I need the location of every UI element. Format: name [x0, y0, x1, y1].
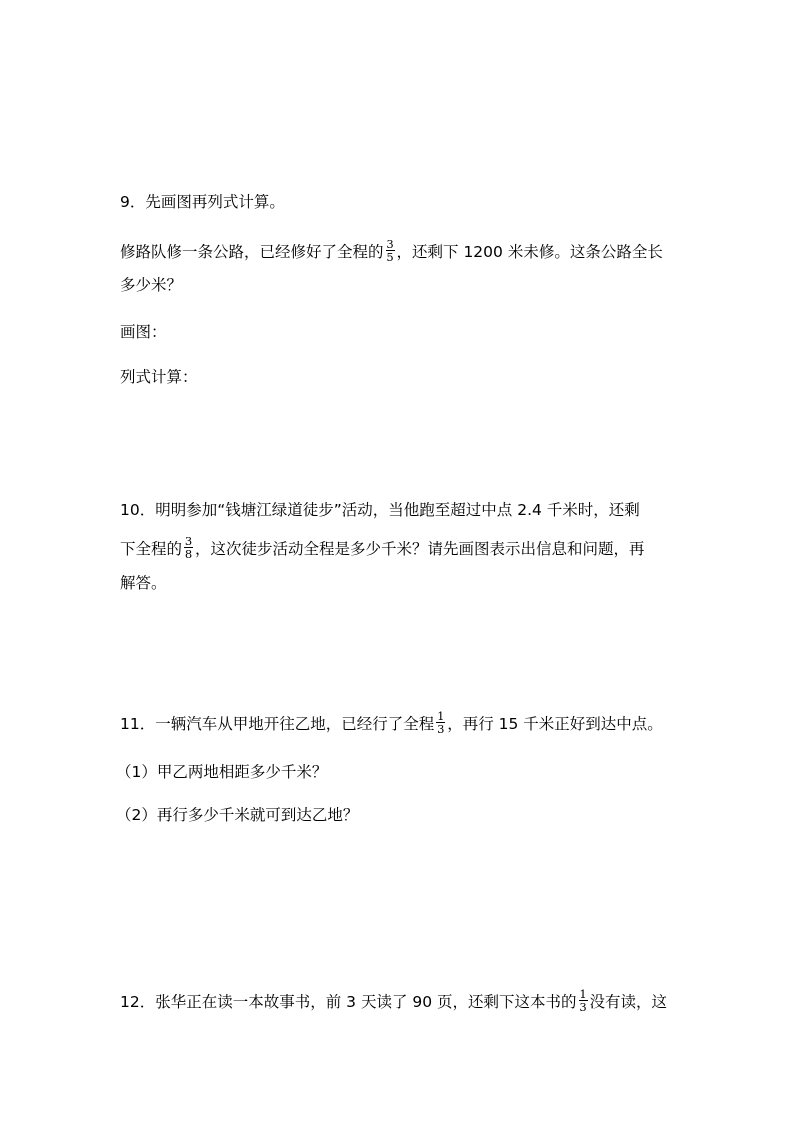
- q9-fraction-numerator: 3: [386, 237, 394, 251]
- q11-sub-question-1: （1）甲乙两地相距多少千米？: [116, 763, 328, 781]
- q11-sub-question-2: （2）再行多少千米就可到达乙地？: [116, 806, 359, 824]
- q10-text-line2: [120, 534, 645, 562]
- q11-fraction: [436, 710, 445, 735]
- q10-fraction-denominator: 8: [184, 547, 193, 561]
- q12-text-a: 12．张华正在读一本故事书，前 3 天读了 90 页，还剩下这本书的: [120, 993, 577, 1011]
- q10-fraction-numerator: 3: [184, 534, 193, 548]
- q12-text-line1: [120, 987, 668, 1015]
- q9-calc-label: 列式计算：: [120, 368, 198, 386]
- q11-fraction-denominator: 3: [437, 722, 445, 736]
- q12-fraction-numerator: 1: [579, 987, 587, 1001]
- q9-text-line2: 多少米？: [120, 276, 183, 294]
- q9-text-b: ，还剩下 1200 米未修。这条公路全长: [396, 243, 663, 261]
- q9-text-a: 修路队修一条公路，已经修好了全程的: [120, 243, 384, 261]
- q12-fraction: [579, 988, 588, 1013]
- q9-instruction-text: 先画图再列式计算。: [145, 193, 285, 211]
- q11-text-line1: [120, 709, 663, 737]
- q9-number: 9．: [120, 193, 146, 211]
- q9-text-line1: [120, 237, 663, 265]
- q9-fraction: [386, 238, 395, 263]
- q10-text-line3: 解答。: [120, 574, 167, 592]
- q10-fraction: [184, 535, 193, 560]
- q9-draw-label: 画图：: [120, 323, 167, 341]
- q11-text-a: 11．一辆汽车从甲地开往乙地，已经行了全程: [120, 715, 435, 733]
- q12-text-b: 没有读，这: [589, 993, 668, 1011]
- q11-fraction-numerator: 1: [437, 709, 445, 723]
- q10-text-line1: 10．明明参加“钱塘江绿道徒步”活动，当他跑至超过中点 2.4 千米时，还剩: [120, 501, 640, 519]
- q12-fraction-denominator: 3: [579, 1000, 587, 1014]
- q11-text-b: ，再行 15 千米正好到达中点。: [447, 715, 663, 733]
- q9-instruction: [120, 192, 285, 212]
- q10-text-c: ，这次徒步活动全程是多少千米？请先画图表示出信息和问题，再: [195, 540, 645, 558]
- q10-text-b: 下全程的: [120, 540, 183, 558]
- q9-fraction-denominator: 5: [386, 250, 394, 264]
